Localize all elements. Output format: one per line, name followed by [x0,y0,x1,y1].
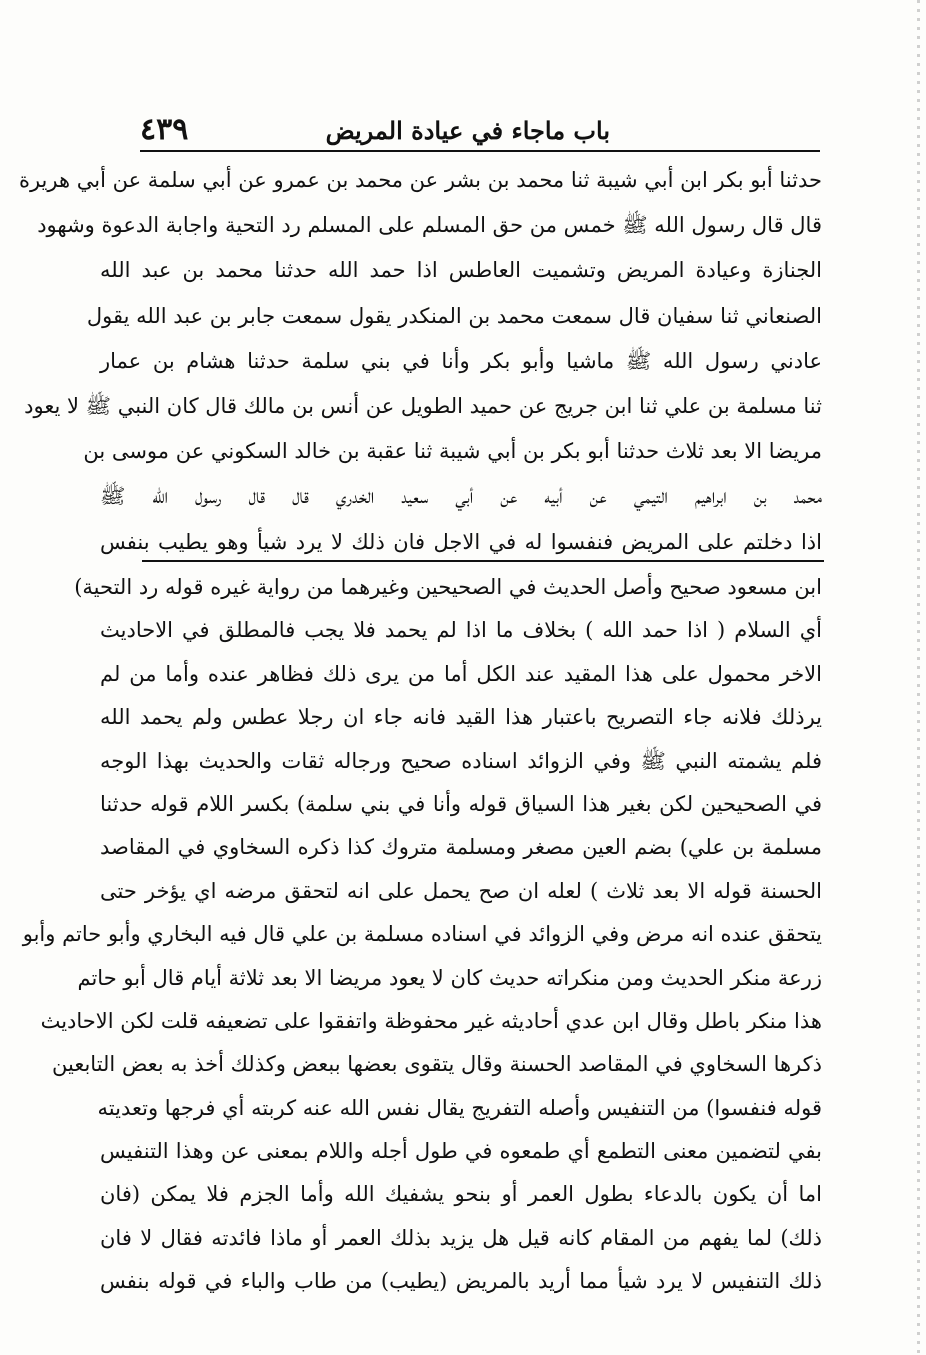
commentary-line: ابن مسعود صحيح وأصل الحديث في الصحيحين وغيرهما من رواية غيره قوله رد التحية) [74,575,822,599]
commentary-line: بفي لتضمين معنى التطمع أي طمعوه في طول أجله واللام بمعنى عن وهذا التنفيس [100,1139,822,1164]
text-line: مريضا الا بعد ثلاث حدثنا أبو بكر بن أبي شيبة ثنا عقبة بن خالد السكوني عن موسى بن [83,439,822,464]
commentary-line: الحسنة قوله الا بعد ثلاث ) لعله ان صح يحمل على انه لتحقق مرضه اي يؤخر حتى [100,878,822,903]
text-line: حدثنا أبو بكر ابن أبي شيبة ثنا محمد بن بشر عن محمد بن عمرو عن أبي سلمة عن أبي هريرة [18,168,822,192]
text-line: اذا دخلتم على المريض فنفسوا له في الاجل فان ذلك لا يرد شيأ وهو يطيب بنفس [100,529,822,554]
commentary-text [22,566,822,1304]
page-number: ٤٣٩ [140,112,189,147]
commentary-line: يرذلك فلانه جاء التصريح باعتبار هذا القيد فانه جاء ان رجلا عطس ولم يحمد الله [100,705,822,730]
commentary-line: مسلمة بن علي) بضم العين مصغر ومسلمة متروك كذا ذكره السخاوي في المقاصد [100,835,822,860]
commentary-line: هذا منكر باطل وقال ابن عدي أحاديثه غير محفوظة واتفقوا على تضعيفه قلت لكن الاحاديث [40,1008,822,1033]
commentary-line: الاخر محمول على هذا المقيد عند الكل أما من يرى ذلك فظاهر عنده وأما من لم [100,661,822,686]
text-line: عادني رسول الله ﷺ ماشيا وأبو بكر وأنا في بني سلمة حدثنا هشام بن عمار [100,348,822,373]
commentary-line: فلم يشمته النبي ﷺ وفي الزوائد اسناده صحيح ورجاله ثقات والحديث بهذا الوجه [100,748,822,773]
text-line: الجنازة وعيادة المريض وتشميت العاطس اذا حمد الله حدثنا محمد بن عبد الله [100,258,822,283]
commentary-line: يتحقق عنده انه مرض وفي الزوائد في اسناده مسلمة بن علي قال فيه البخاري وأبو حاتم وأبو [22,922,822,947]
hadith-text [18,158,822,565]
commentary-line: زرعة منكر الحديث ومن منكراته حديث كان لا يعود مريضا الا بعد ثلاثة أيام قال أبو حاتم [77,965,822,990]
header-rule [140,150,820,152]
text-line: ثنا مسلمة بن علي ثنا ابن جريج عن حميد الطويل عن أنس بن مالك قال كان النبي ﷺ لا يعود [24,393,822,418]
text-line: قال قال رسول الله ﷺ خمس من حق المسلم على المسلم رد التحية واجابة الدعوة وشهود [37,213,822,238]
text-line: الصنعاني ثنا سفيان قال سمعت محمد بن المنكدر يقول سمعت جابر بن عبد الله يقول [86,303,822,328]
page-header [140,112,820,152]
commentary-line: أي السلام ( اذا حمد الله ) بخلاف ما اذا لم يحمد فلا يجب فالمطلق في الاحاديث [100,618,822,643]
commentary-line: ذلك) لما يفهم من المقام كانه قيل هل يزيد بذلك العمر أو ماذا فائدته فقال لا فان [100,1225,822,1250]
commentary-line: ذلك التنفيس لا يرد شيأ مما أريد بالمريض (يطيب) من طاب والباء في قوله بنفس [100,1269,822,1294]
chapter-title: باب ماجاء في عيادة المريض [325,116,610,145]
commentary-line: اما أن يكون بالدعاء بطول العمر أو بنحو يشفيك الله وأما الجزم فلا يمكن (فان [100,1182,822,1207]
commentary-line: قوله فنفسوا) من التنفيس وأصله التفريج يقال نفس الله عنه كربته أي فرجها وتعديته [97,1095,822,1120]
scan-edge-artifact [917,0,920,1355]
commentary-line: ذكرها السخاوي في المقاصد الحسنة وقال يتقوى بعضها ببعض وكذلك أخذ به بعض التابعين [52,1052,822,1077]
text-line: محمد بن ابراهيم التيمي عن أبيه عن أبي سعيد الخدري قال قال رسول الله ﷺ [100,484,822,509]
commentary-line: في الصحيحين لكن بغير هذا السياق قوله وأنا في بني سلمة) بكسر اللام قوله حدثنا [100,791,822,816]
section-divider [142,560,824,562]
